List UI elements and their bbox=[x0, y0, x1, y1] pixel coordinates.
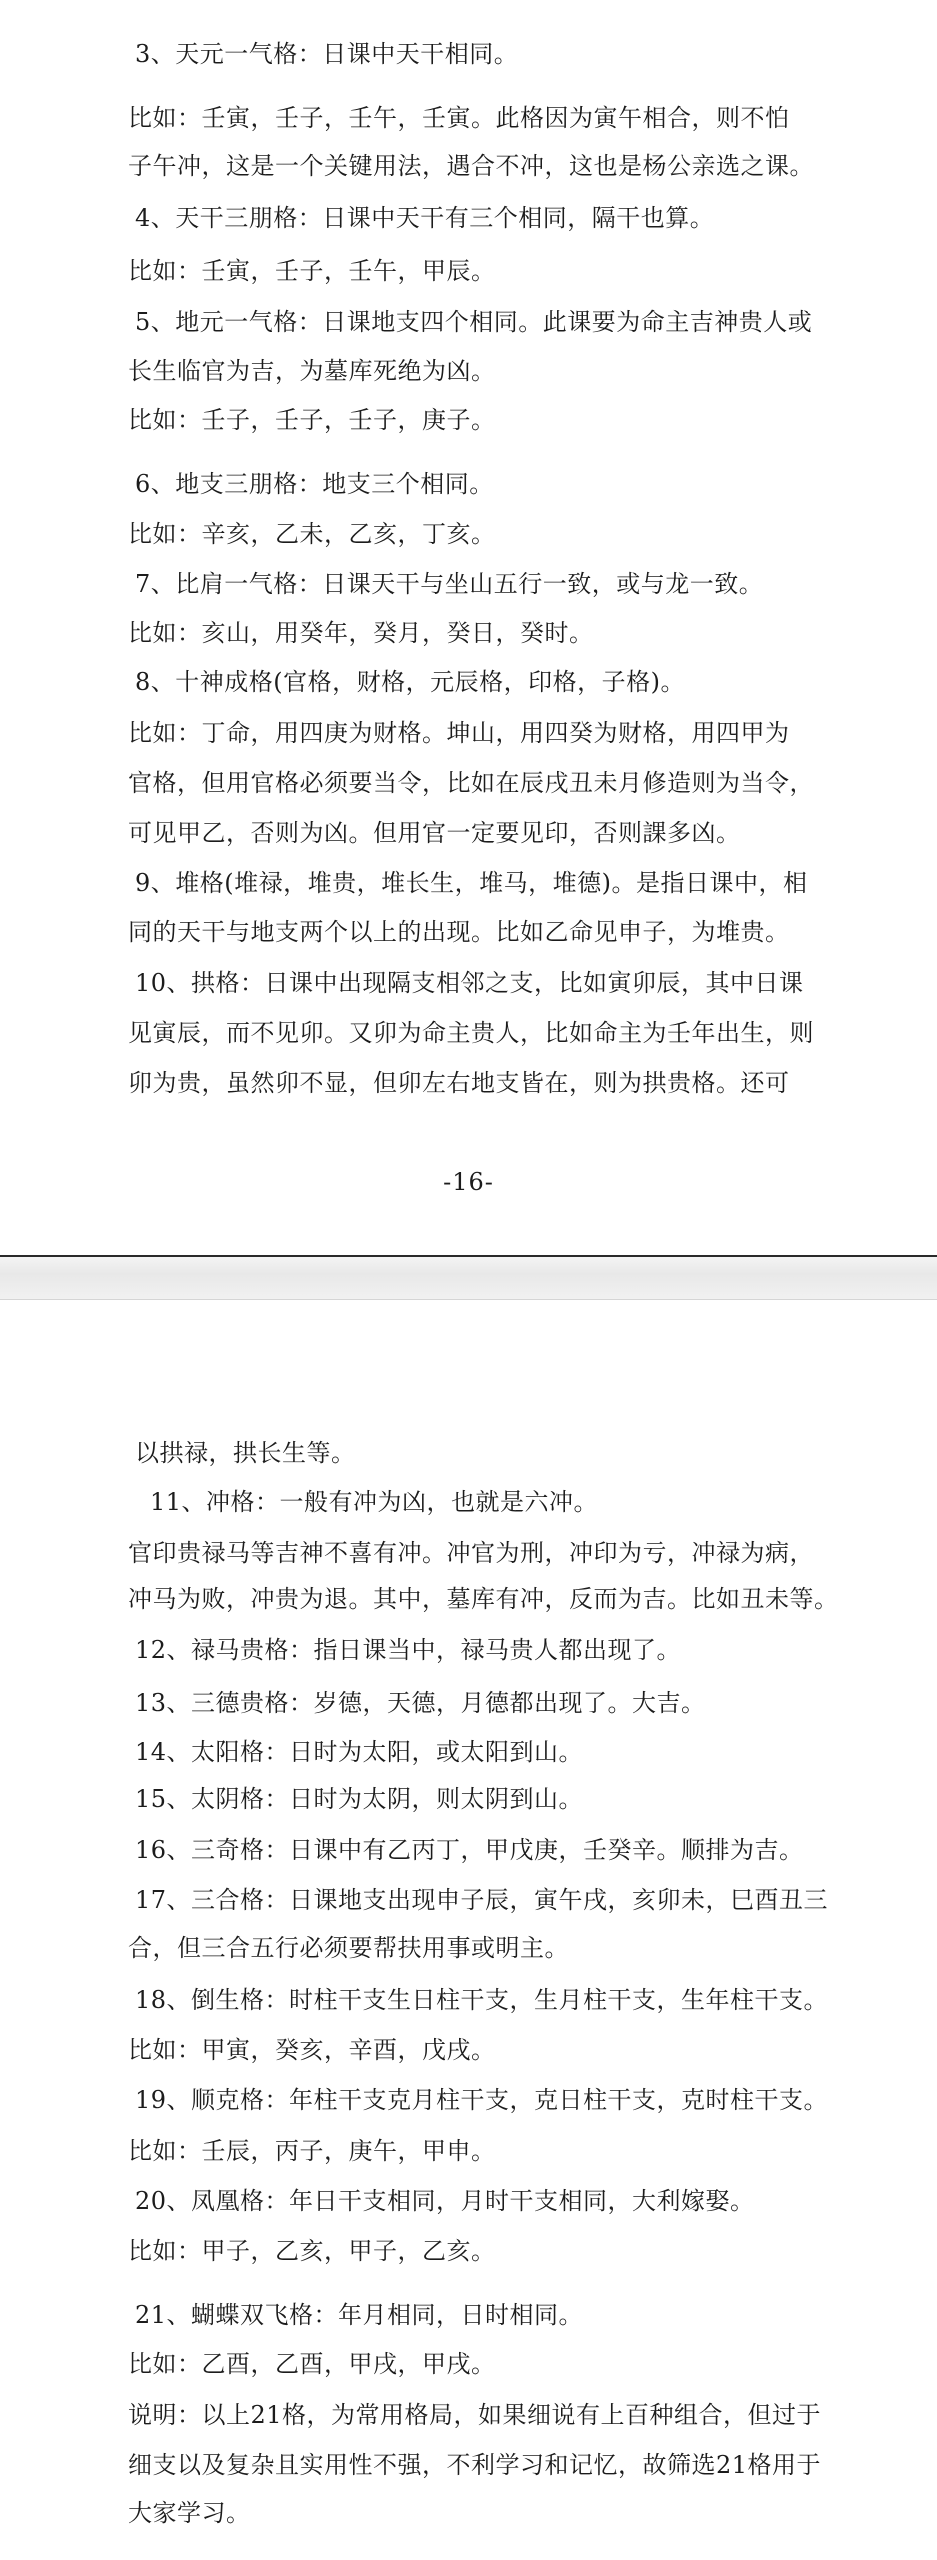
text-line: 21、蝴蝶双飞格：年月相同，日时相同。 bbox=[135, 2301, 584, 2329]
text-line: 同的天干与地支两个以上的出现。比如乙命见申子，为堆贵。 bbox=[128, 918, 790, 946]
text-line: 3、天元一气格：日课中天干相同。 bbox=[135, 40, 519, 68]
text-line: 比如：甲子，乙亥，甲子，乙亥。 bbox=[128, 2237, 496, 2265]
text-line: 10、拱格：日课中出现隔支相邻之支，比如寅卯辰，其中日课 bbox=[135, 969, 804, 997]
page-separator bbox=[0, 1255, 937, 1300]
text-line: 20、凤凰格：年日干支相同，月时干支相同，大利嫁娶。 bbox=[135, 2187, 755, 2215]
text-line: 7、比肩一气格：日课天干与坐山五行一致，或与龙一致。 bbox=[135, 570, 764, 598]
text-line: 14、太阳格：日时为太阳，或太阳到山。 bbox=[135, 1738, 584, 1766]
text-line: 4、天干三朋格：日课中天干有三个相同，隔干也算。 bbox=[135, 204, 715, 232]
text-line: 可见甲乙，否则为凶。但用官一定要见印，否则課多凶。 bbox=[128, 819, 741, 847]
text-line: 比如：乙酉，乙酉，甲戌，甲戌。 bbox=[128, 2350, 496, 2378]
text-line: 比如：壬寅，壬子，壬午，壬寅。此格因为寅午相合，则不怕 bbox=[128, 104, 790, 132]
text-line: 11、冲格：一般有冲为凶，也就是六冲。 bbox=[150, 1488, 599, 1516]
text-line: 8、十神成格(官格，财格，元辰格，印格，子格)。 bbox=[135, 668, 685, 696]
text-line: 13、三德贵格：岁德，天德，月德都出现了。大吉。 bbox=[135, 1689, 706, 1717]
text-line: 比如：亥山，用癸年，癸月，癸日，癸时。 bbox=[128, 619, 594, 647]
text-line: 比如：壬寅，壬子，壬午，甲辰。 bbox=[128, 257, 496, 285]
text-line: 比如：壬辰，丙子，庚午，甲申。 bbox=[128, 2137, 496, 2165]
text-line: 官印贵禄马等吉神不喜有冲。冲官为刑，冲印为亏，冲禄为病， bbox=[128, 1539, 814, 1567]
text-line: 17、三合格：日课地支出现申子辰，寅午戌，亥卯未，巳酉丑三 bbox=[135, 1886, 829, 1914]
text-line: 见寅辰，而不见卯。又卯为命主贵人，比如命主为壬年出生，则 bbox=[128, 1019, 814, 1047]
text-line: 16、三奇格：日课中有乙丙丁，甲戊庚，壬癸辛。顺排为吉。 bbox=[135, 1836, 804, 1864]
text-line: 以拱禄，拱长生等。 bbox=[135, 1439, 356, 1467]
text-line: 细支以及复杂且实用性不强，不利学习和记忆，故筛选21格用于 bbox=[128, 2451, 822, 2479]
text-line: 长生临官为吉，为墓库死绝为凶。 bbox=[128, 357, 496, 385]
document-page-16 bbox=[0, 0, 937, 1255]
text-line: 6、地支三朋格：地支三个相同。 bbox=[135, 470, 494, 498]
text-line: 说明：以上21格，为常用格局，如果细说有上百种组合，但过于 bbox=[128, 2401, 822, 2429]
text-line: 18、倒生格：时柱干支生日柱干支，生月柱干支，生年柱干支。 bbox=[135, 1986, 829, 2014]
text-line: 9、堆格(堆禄，堆贵，堆长生，堆马，堆德)。是指日课中，相 bbox=[135, 869, 808, 897]
text-line: 比如：甲寅，癸亥，辛酉，戊戌。 bbox=[128, 2036, 496, 2064]
text-line: 比如：辛亥，乙未，乙亥，丁亥。 bbox=[128, 520, 496, 548]
text-line: 大家学习。 bbox=[128, 2499, 251, 2527]
text-line: 卯为贵，虽然卯不显，但卯左右地支皆在，则为拱贵格。还可 bbox=[128, 1069, 790, 1097]
text-line: 15、太阴格：日时为太阴，则太阴到山。 bbox=[135, 1785, 584, 1813]
text-line: 5、地元一气格：日课地支四个相同。此课要为命主吉神贵人或 bbox=[135, 308, 813, 336]
text-line: 比如：壬子，壬子，壬子，庚子。 bbox=[128, 406, 496, 434]
document-page-17 bbox=[0, 1300, 937, 2560]
text-line: 合，但三合五行必须要帮扶用事或明主。 bbox=[128, 1934, 569, 1962]
text-line: 冲马为败，冲贵为退。其中，墓库有冲，反而为吉。比如丑未等。 bbox=[128, 1585, 839, 1613]
page-number: -16- bbox=[443, 1168, 494, 1196]
text-line: 19、顺克格：年柱干支克月柱干支，克日柱干支，克时柱干支。 bbox=[135, 2086, 829, 2114]
text-line: 子午冲，这是一个关键用法，遇合不冲，这也是杨公亲选之课。 bbox=[128, 152, 814, 180]
text-line: 12、禄马贵格：指日课当中，禄马贵人都出现了。 bbox=[135, 1636, 682, 1664]
text-line: 官格，但用官格必须要当令，比如在辰戌丑未月修造则为当令， bbox=[128, 769, 814, 797]
text-line: 比如：丁命，用四庚为财格。坤山，用四癸为财格，用四甲为 bbox=[128, 719, 790, 747]
